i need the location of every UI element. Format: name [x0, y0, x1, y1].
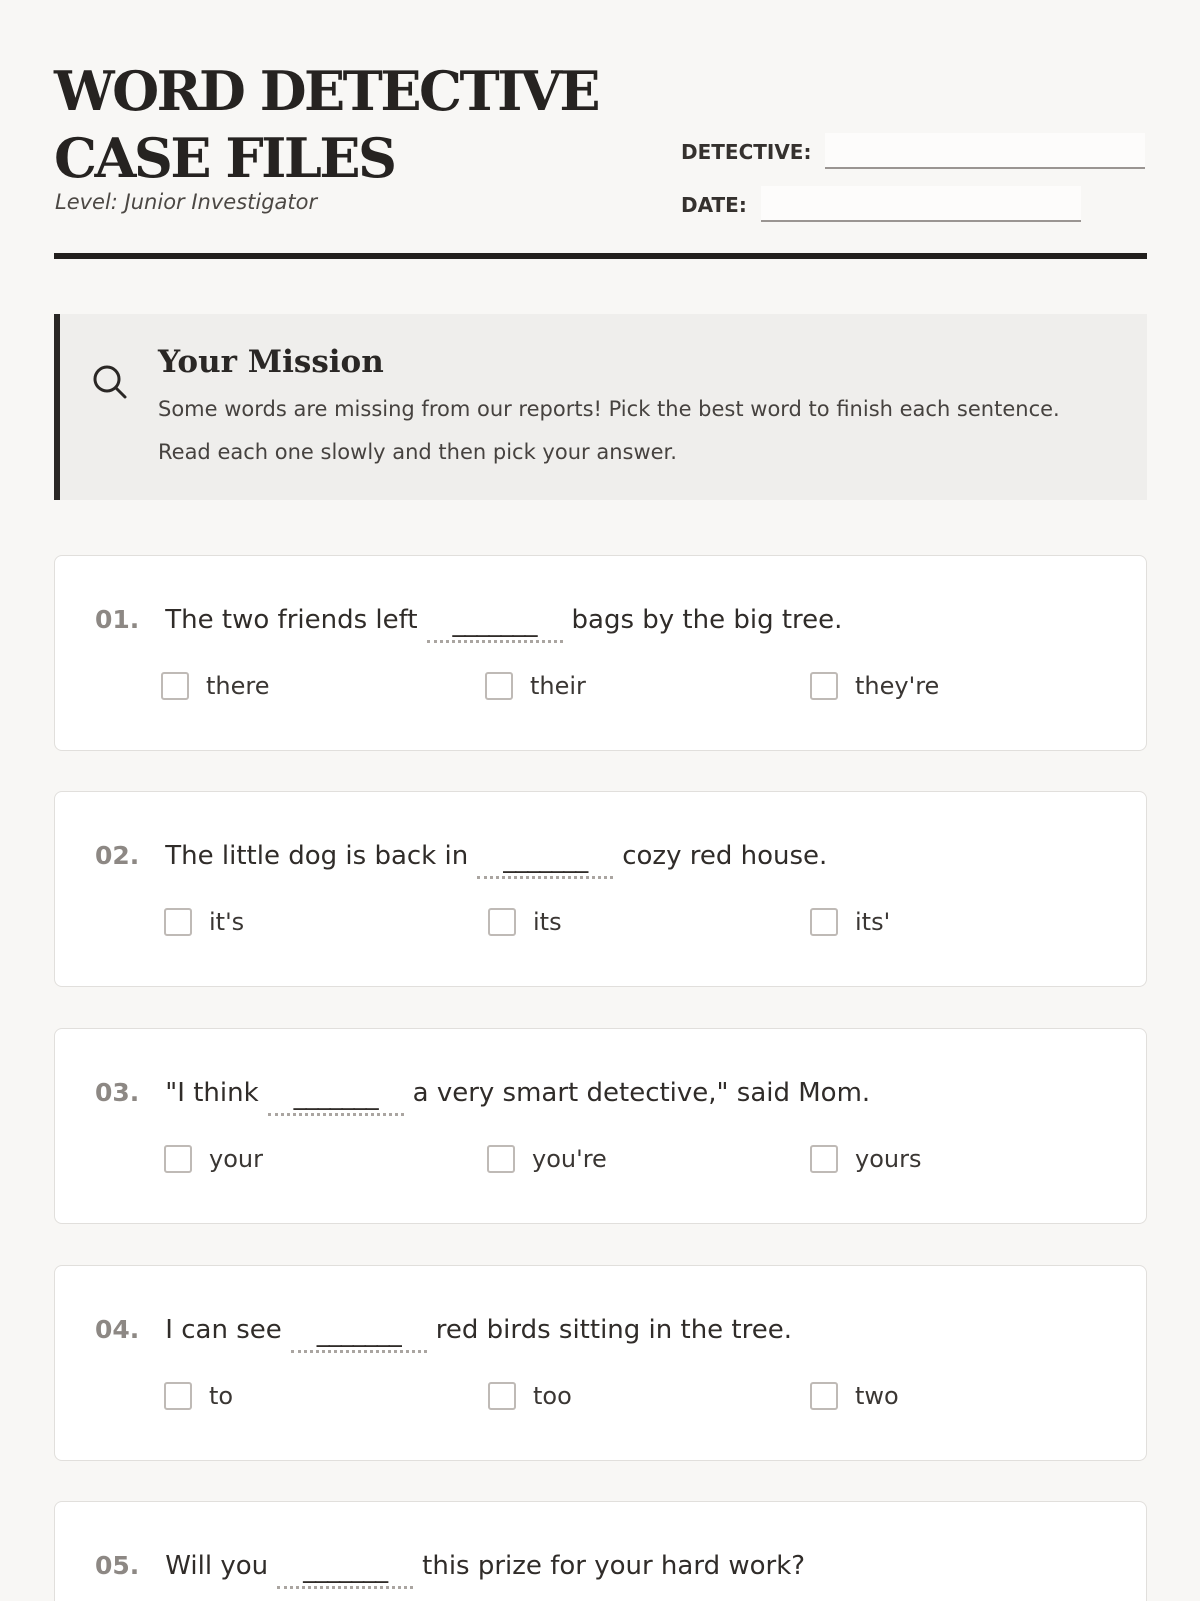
- option-there[interactable]: [161, 672, 270, 700]
- question-number: 02.: [95, 841, 140, 870]
- mission-box: [54, 314, 1147, 500]
- sentence-start: I can see: [165, 1314, 282, 1345]
- worksheet-header: [54, 0, 1147, 262]
- mission-text: Some words are missing from our reports! Pick the best word to finish each sentence. Read each one slowly and then pick your answer.: [158, 397, 1060, 464]
- title-line-2: CASE FILES: [54, 126, 395, 190]
- detective-field: [681, 133, 1145, 169]
- option-label: its: [533, 908, 562, 936]
- question-sentence: [95, 602, 842, 637]
- option-label: there: [206, 672, 270, 700]
- option-label: it's: [209, 908, 245, 936]
- option-their[interactable]: [485, 672, 586, 700]
- checkbox[interactable]: [810, 908, 838, 936]
- question-sentence: [95, 1075, 870, 1110]
- question-sentence: [95, 838, 827, 873]
- checkbox[interactable]: [488, 908, 516, 936]
- date-input[interactable]: [761, 186, 1081, 222]
- checkbox[interactable]: [164, 908, 192, 936]
- option-theyre[interactable]: [810, 672, 939, 700]
- checkbox[interactable]: [488, 1382, 516, 1410]
- sentence-end: cozy red house.: [622, 840, 828, 871]
- question-sentence: [95, 1312, 792, 1347]
- question-number: 01.: [95, 605, 140, 634]
- option-too[interactable]: [488, 1382, 572, 1410]
- detective-name-input[interactable]: [825, 133, 1145, 169]
- option-youre[interactable]: [487, 1145, 607, 1173]
- checkbox[interactable]: [810, 1382, 838, 1410]
- question-number: 04.: [95, 1315, 140, 1344]
- question-card: [54, 1028, 1147, 1224]
- question-number: 05.: [95, 1551, 140, 1580]
- option-label: its': [855, 908, 891, 936]
- sentence-start: "I think: [165, 1077, 259, 1108]
- option-yours[interactable]: [810, 1145, 921, 1173]
- question-card: [54, 791, 1147, 987]
- option-label: two: [855, 1382, 899, 1410]
- date-field: [681, 186, 1081, 222]
- option-label: their: [530, 672, 586, 700]
- option-two[interactable]: [810, 1382, 899, 1410]
- question-card: [54, 1265, 1147, 1461]
- title-line-1: WORD DETECTIVE: [54, 59, 598, 123]
- sentence-end: a very smart detective," said Mom.: [412, 1077, 871, 1108]
- checkbox[interactable]: [810, 672, 838, 700]
- checkbox[interactable]: [164, 1145, 192, 1173]
- option-label: your: [209, 1145, 263, 1173]
- option-its-trailing[interactable]: [810, 908, 890, 936]
- sentence-end: bags by the big tree.: [571, 604, 843, 635]
- checkbox[interactable]: [164, 1382, 192, 1410]
- level-label: Level: Junior Investigator: [55, 190, 318, 214]
- page-title: [54, 58, 598, 192]
- checkbox[interactable]: [487, 1145, 515, 1173]
- sentence-end: this prize for your hard work?: [422, 1550, 806, 1581]
- question-card: [54, 1501, 1147, 1601]
- sentence-end: red birds sitting in the tree.: [435, 1314, 793, 1345]
- sentence-start: Will you: [165, 1550, 269, 1581]
- question-card: [54, 555, 1147, 751]
- option-label: yours: [855, 1145, 922, 1173]
- detective-label: DETECTIVE:: [681, 140, 812, 164]
- answer-blank: _______: [291, 1318, 427, 1353]
- worksheet-page: [54, 0, 1147, 1584]
- checkbox[interactable]: [810, 1145, 838, 1173]
- answer-blank: _______: [477, 844, 613, 879]
- date-label: DATE:: [681, 193, 747, 217]
- checkbox[interactable]: [161, 672, 189, 700]
- sentence-start: The little dog is back in: [165, 840, 469, 871]
- question-number: 03.: [95, 1078, 140, 1107]
- mission-title: Your Mission: [158, 344, 384, 380]
- option-to[interactable]: [164, 1382, 233, 1410]
- option-its[interactable]: [488, 908, 562, 936]
- option-its-apostrophe[interactable]: [164, 908, 244, 936]
- answer-blank: _______: [427, 608, 563, 643]
- option-label: you're: [532, 1145, 607, 1173]
- option-your[interactable]: [164, 1145, 263, 1173]
- answer-blank: _______: [277, 1554, 413, 1589]
- option-label: too: [533, 1382, 572, 1410]
- sentence-start: The two friends left: [165, 604, 418, 635]
- answer-blank: _______: [268, 1081, 404, 1116]
- magnifier-icon: [90, 362, 130, 402]
- option-label: they're: [855, 672, 940, 700]
- question-sentence: [95, 1548, 805, 1583]
- option-label: to: [209, 1382, 234, 1410]
- checkbox[interactable]: [485, 672, 513, 700]
- header-divider: [54, 253, 1147, 259]
